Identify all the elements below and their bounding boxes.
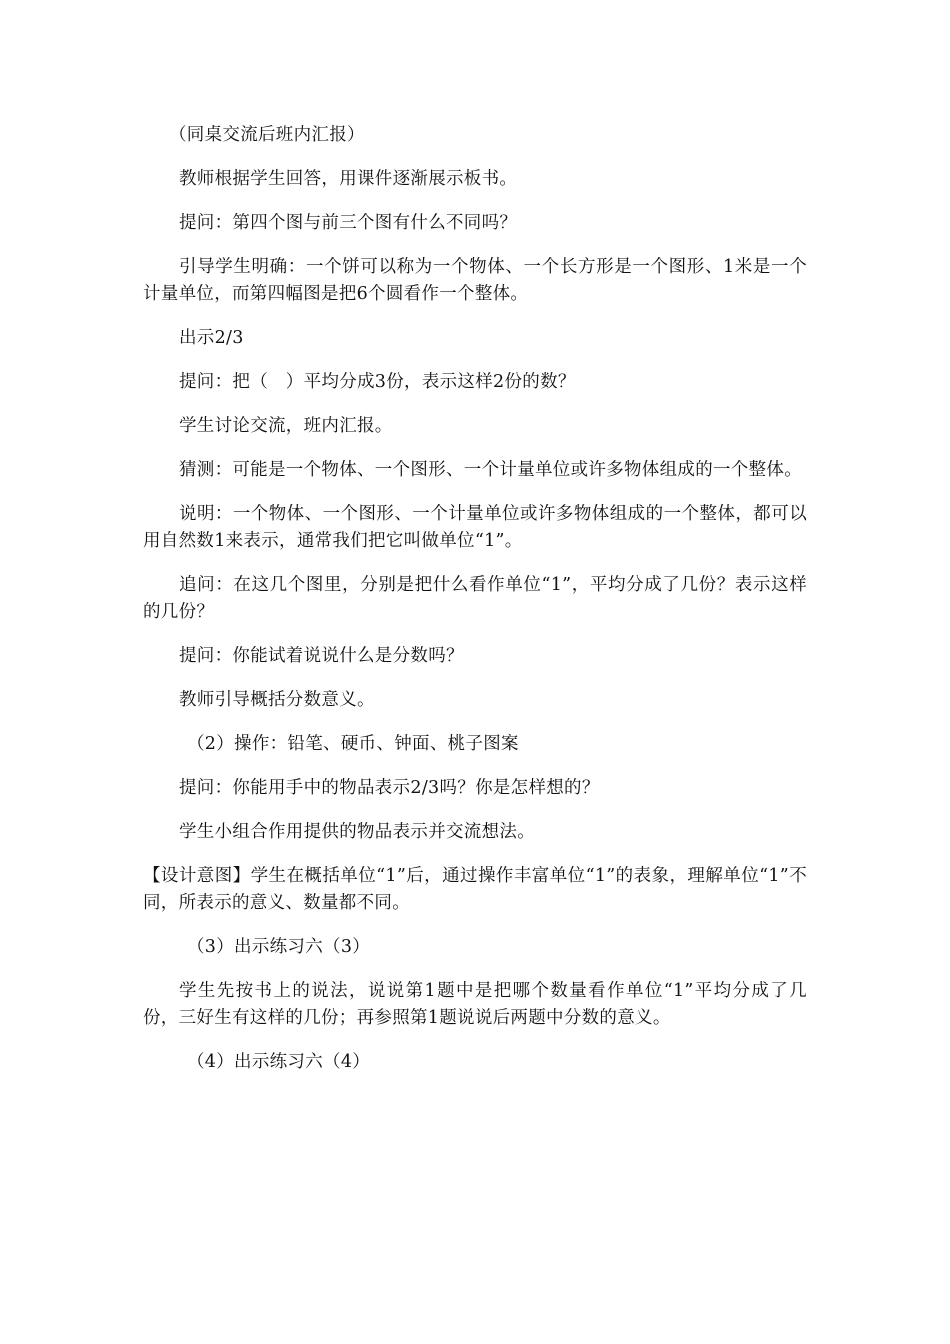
paragraph-question-objects: 提问：你能用手中的物品表示2/3吗？你是怎样想的？ [179,778,600,798]
paragraph-guide-students: 引导学生明确：一个饼可以称为一个物体、一个长方形是一个图形、1米是一个计量单位，而第四幅图是把6个圆看作一个整体。 [143,257,807,304]
paragraph-question-fraction: 提问：你能试着说说什么是分数吗？ [179,646,464,666]
document-page [143,122,807,1093]
paragraph-student-reading: 学生先按书上的说法，说说第1题中是把哪个数量看作单位“1”平均分成了几份，三好生有这样的几份；再参照第1题说说后两题中分数的意义。 [143,981,807,1028]
paragraph-question-divide: 提问：把（ ）平均分成3份，表示这样2份的数？ [179,372,576,392]
paragraph-exercise-4: （4）出示练习六（4） [187,1052,371,1072]
paragraph-student-discussion: 学生讨论交流，班内汇报。 [179,416,393,436]
paragraph-design-intent: 【设计意图】学生在概括单位“1”后，通过操作丰富单位“1”的表象，理解单位“1”不同，所表示的意义、数量都不同。 [143,866,807,913]
paragraph-teacher-display: 教师根据学生回答，用课件逐渐展示板书。 [179,169,518,189]
paragraph-teacher-summary: 教师引导概括分数意义。 [179,690,375,710]
paragraph-exercise-3: （3）出示练习六（3） [187,937,371,957]
paragraph-follow-up: 追问：在这几个图里，分别是把什么看作单位“1”，平均分成了几份？表示这样的几份？ [143,575,807,622]
paragraph-guess: 猜测：可能是一个物体、一个图形、一个计量单位或许多物体组成的一个整体。 [179,460,802,480]
paragraph-operation: （2）操作：铅笔、硬币、钟面、桃子图案 [187,734,519,754]
paragraph-question-fourth-figure: 提问：第四个图与前三个图有什么不同吗？ [179,213,518,233]
paragraph-group-work: 学生小组合作用提供的物品表示并交流想法。 [179,822,535,842]
paragraph-show-fraction: 出示2/3 [179,328,244,348]
paragraph-report: （同桌交流后班内汇报） [169,125,365,145]
paragraph-explanation: 说明：一个物体、一个图形、一个计量单位或许多物体组成的一个整体，都可以用自然数1来表示，通常我们把它叫做单位“1”。 [143,504,807,551]
